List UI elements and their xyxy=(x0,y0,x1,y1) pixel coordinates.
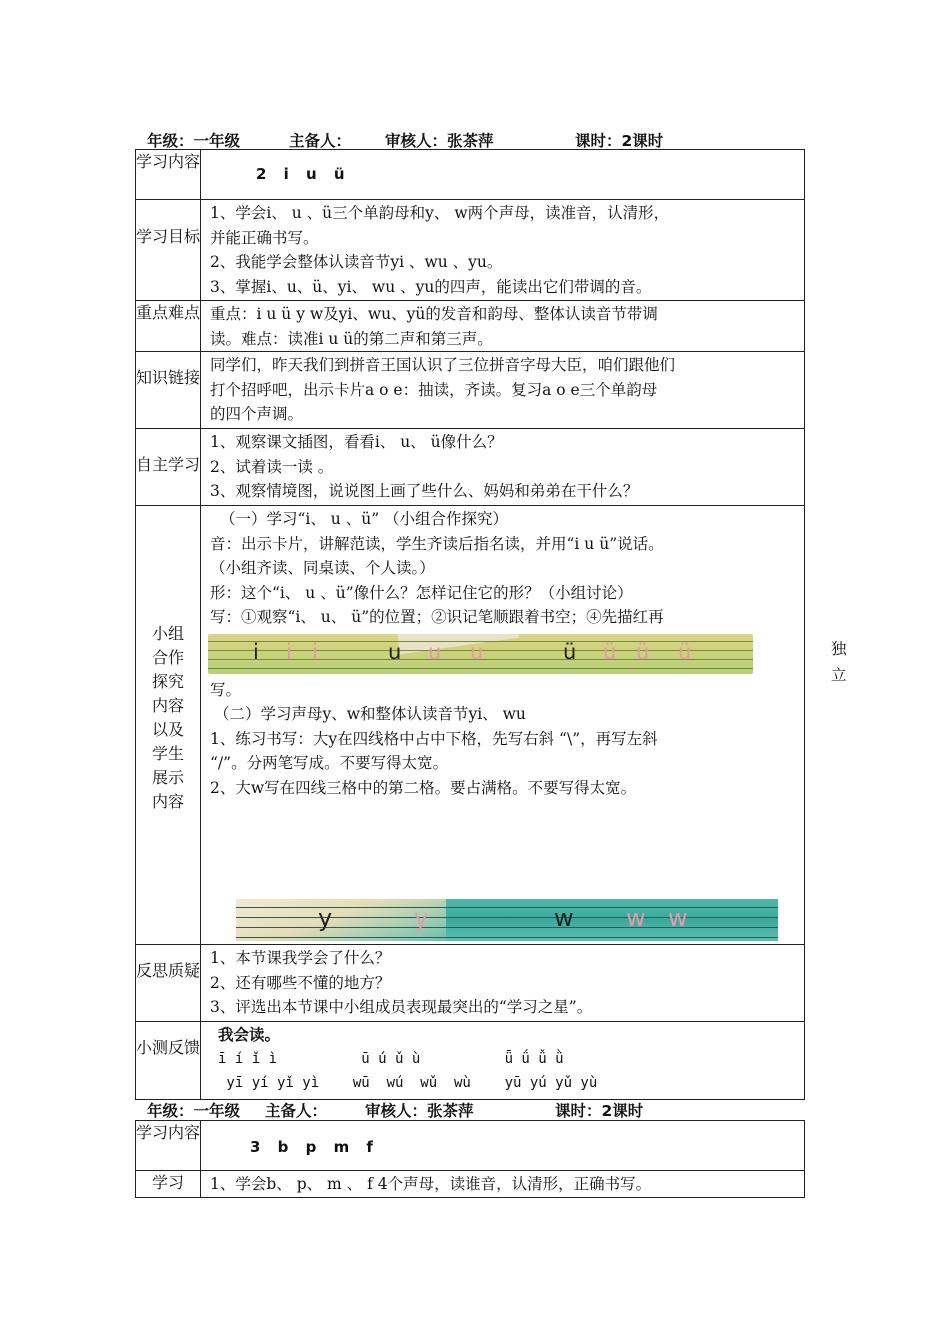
goals-content: 1、学会i、 u 、ü三个单韵母和y、 w两个声母，读准音，认清形， 并能正确书写。 2、我能学会整体认读音节yi 、wu 、yu。 3、掌握i、u、ü、yi、 wu 、yu的四声，能读出它们带调的音。 xyxy=(201,200,805,301)
row-label-knowledge: 知识链接 xyxy=(136,352,201,429)
writing-grid-iuu: i i i u u u ü ü ü ü xyxy=(208,634,753,674)
knowledge-content: 同学们，昨天我们到拼音王国认识了三位拼音字母大臣，咱们跟他们 打个招呼吧，出示卡片a o e：抽读，齐读。复习a o e三个单韵母 的四个声调。 xyxy=(201,352,805,429)
reviewer: 审核人：张茶萍 xyxy=(365,1102,474,1120)
group-work-content: （一）学习“i、 u 、ü” （小组合作探究） 音：出示卡片，讲解范读，学生齐读后指名读，并用“i u ü”说话。 （小组齐读、同桌读、个人读。） 形：这个“i、 u 、ü”像什么？怎样记住它的形？（小组讨论） 写：①观察“i、 u、 ü”的位置；②识记笔顺跟着书空；④先描红再 写。 （二）学习声母y、w和整体认读音节yi、 wu 1、练习书写：大y在四线格中占中下格，先写右斜 “\”，再写左斜 “/”。分两笔写成。不要写得太宽。 2、大w写在四线三格中的第二格。要占满格。不要写得太宽。 独立 xyxy=(201,506,805,945)
glyph-u: u xyxy=(388,640,402,664)
preparer: 主备人： xyxy=(265,1102,328,1120)
row-label-key-points: 重点难点 xyxy=(136,301,201,352)
period: 课时：2课时 xyxy=(555,1102,644,1120)
reviewer: 审核人：张茶萍 xyxy=(385,132,494,150)
lesson-table-2 xyxy=(135,1120,805,1198)
quiz-content: 我会读。 ī í ǐ ì ū ú ǔ ù ǖ ǘ ǚ ǜ yī yí yǐ yì wū wú wǔ wù yū yú yǔ yù xyxy=(201,1022,805,1100)
lesson-title: 2 i u ü xyxy=(256,165,345,183)
glyph-w: w xyxy=(554,904,574,932)
row-label-group-work: 小组合作探究内容以及学生展示内容 xyxy=(136,506,201,945)
goals-content: 1、学会b、 p、 m 、 f 4个声母，读谁音，认清形，正确书写。 xyxy=(201,1171,805,1198)
glyph-uu: ü xyxy=(563,640,577,664)
reflection-content: 1、本节课我学会了什么？ 2、还有哪些不懂的地方？ 3、评选出本节课中小组成员表现最突出的“学习之星”。 xyxy=(201,945,805,1022)
row-label-goals: 学习目标 xyxy=(136,200,201,301)
glyph-y: y xyxy=(318,904,333,932)
row-label-self-study: 自主学习 xyxy=(136,429,201,506)
row-label-content: 学习内容 xyxy=(136,1121,201,1171)
row-label-quiz: 小测反馈 xyxy=(136,1022,201,1100)
lesson-table-1 xyxy=(135,149,847,1100)
preparer: 主备人： xyxy=(289,132,352,150)
lesson-title: 3 b p m f xyxy=(250,1138,373,1156)
row-label-reflection: 反思质疑 xyxy=(136,945,201,1022)
grade: 年级：一年级 xyxy=(147,1102,241,1120)
glyph-i: i xyxy=(253,640,259,664)
grade: 年级：一年级 xyxy=(147,132,241,150)
side-text: 独立 xyxy=(831,640,847,684)
row-label-content: 学习内容 xyxy=(136,150,201,200)
key-points-content: 重点：i u ü y w及yi、wu、yü的发音和韵母、整体认读音节带调 读。难点：读准i u ü的第二声和第三声。 xyxy=(201,301,805,352)
writing-grid-yw: y y w w w xyxy=(236,899,778,941)
row-label-goals: 学习 xyxy=(136,1171,201,1198)
self-study-content: 1、观察课文插图，看看i、 u、 ü像什么？ 2、试着读一读 。 3、观察情境图，说说图上画了些什么、妈妈和弟弟在干什么？ xyxy=(201,429,805,506)
period: 课时：2课时 xyxy=(575,132,664,150)
